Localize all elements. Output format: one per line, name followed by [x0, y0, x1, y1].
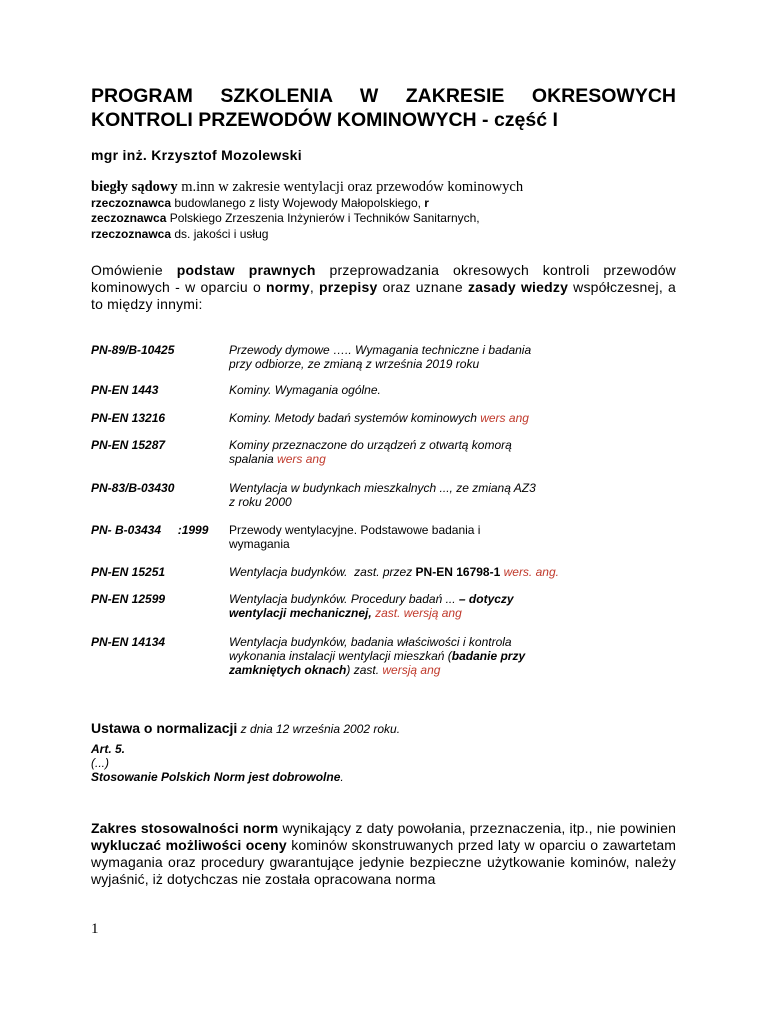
norm-row — [91, 383, 676, 411]
norm-row — [91, 592, 676, 635]
norm-row — [91, 438, 676, 481]
intro-paragraph: Omówienie podstaw prawnych przeprowadzania okresowych kontroli przewodów kominowych - w oparciu o normy, przepisy oraz uznane zasady wiedzy współczesnej, a to między innymi: — [91, 262, 677, 312]
norm-description: Wentylacja budynków. zast. przez PN-EN 16798-1 wers. ang. — [229, 565, 559, 579]
norm-row — [91, 565, 676, 592]
norm-description: Kominy przeznaczone do urządzeń z otwartą komorą spalania wers ang — [229, 438, 512, 466]
norm-code: PN-89/B-10425 — [91, 343, 175, 357]
norm-description: Kominy. Wymagania ogólne. — [229, 383, 381, 397]
norm-description: Kominy. Metody badań systemów kominowych wers ang — [229, 411, 529, 425]
credential-line: rzeczoznawca ds. jakości i usług — [91, 226, 269, 241]
author-name: mgr inż. Krzysztof Mozolewski — [91, 147, 302, 163]
author-credentials — [91, 180, 676, 242]
norm-code: PN-EN 14134 — [91, 635, 166, 649]
norm-code: PN-EN 1443 — [91, 383, 159, 397]
norm-description: Wentylacja w budynkach mieszkalnych ..., ze zmianą AZ3 z roku 2000 — [229, 481, 536, 509]
norms-list — [91, 343, 676, 685]
norm-code: PN-EN 12599 — [91, 592, 166, 606]
norm-description: Wentylacja budynków, badania właściwości i kontrola wykonania instalacji wentylacji mieszkań (badanie przy zamkniętych oknach) zast. wersją ang — [229, 635, 526, 677]
norm-row — [91, 343, 676, 383]
norm-code: PN- B-03434 :1999 — [91, 523, 209, 537]
law-section — [91, 720, 676, 784]
norm-row — [91, 635, 676, 685]
norm-description: Wentylacja budynków. Procedury badań ... – dotyczy wentylacji mechanicznej, zast. wersją ang — [229, 592, 514, 620]
norm-code: PN-EN 15251 — [91, 565, 166, 579]
credential-line: biegły sądowy m.inn w zakresie wentylacji oraz przewodów kominowych — [91, 179, 524, 195]
credential-line: rzeczoznawca budowlanego z listy Wojewody Małopolskiego, r — [91, 195, 429, 210]
norm-description: Przewody wentylacyjne. Podstawowe badania i wymagania — [229, 523, 481, 551]
norm-description: Przewody dymowe ….. Wymagania techniczne i badania przy odbiorze, ze zmianą z września 2019 roku — [229, 343, 532, 371]
law-article: Art. 5. (...) Stosowanie Polskich Norm jest dobrowolne. — [91, 742, 344, 784]
scope-paragraph: Zakres stosowalności norm wynikający z daty powołania, przeznaczenia, itp., nie powinien wykluczać możliwości oceny kominów skonstruwanych przed laty w oparciu o zawartetam wymagania oraz procedury gwarantujące jedynie bezpieczne użytkowanie kominów, należy wyjaśnić, iż dotychczas nie została opracowana norma — [91, 820, 676, 887]
credential-line: zeczoznawca Polskiego Zrzeszenia Inżynierów i Techników Sanitarnych, — [91, 211, 480, 225]
norm-row — [91, 523, 676, 565]
norm-code: PN-EN 13216 — [91, 411, 166, 425]
norm-code: PN-EN 15287 — [91, 438, 166, 452]
page-title: PROGRAM SZKOLENIA W ZAKRESIE OKRESOWYCH KONTROLI PRZEWODÓW KOMINOWYCH - część I — [91, 85, 676, 131]
law-heading: Ustawa o normalizacji z dnia 12 września 2002 roku. — [91, 720, 401, 736]
norm-row — [91, 411, 676, 438]
page-number: 1 — [91, 921, 99, 937]
norm-row — [91, 481, 676, 523]
norm-code: PN-83/B-03430 — [91, 481, 175, 495]
